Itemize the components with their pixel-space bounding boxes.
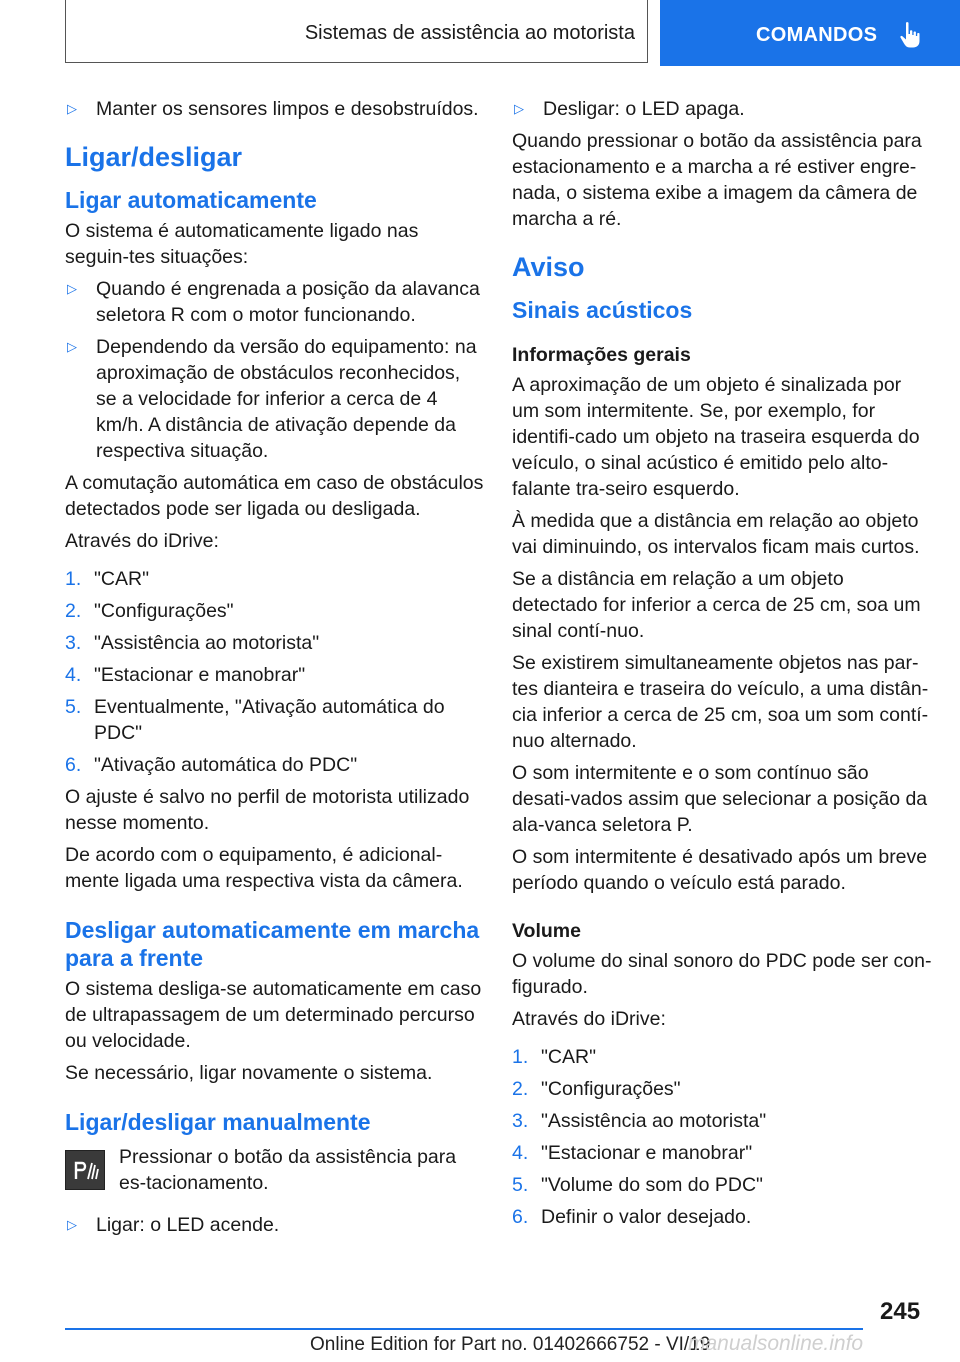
triangle-bullet-icon: ▷: [67, 101, 77, 116]
manual-toggle-row: [65, 1144, 485, 1196]
paragraph: A aproximação de um objeto é sinalizada por um som intermitente. Se, por exemplo, for identifi-cado um objeto na traseira esquerda do veículo, o sinal acústico é emitido pelo alto-falante tra-seiro esquerdo.: [512, 374, 920, 500]
paragraph: A comutação automática em caso de obstáculos detectados pode ser ligada ou desligada.: [65, 472, 484, 520]
hand-pointer-icon: [899, 21, 923, 49]
numbered-step: 3. "Assistência ao motorista": [65, 632, 320, 654]
numbered-step: 4. "Estacionar e manobrar": [512, 1142, 753, 1164]
numbered-step: 3. "Assistência ao motorista": [512, 1110, 767, 1132]
paragraph: Pressionar o botão da assistência para es-tacionamento.: [119, 1146, 457, 1194]
paragraph: De acordo com o equipamento, é adicional-mente ligada uma respectiva vista da câmera.: [65, 844, 463, 892]
numbered-step: 1. "CAR": [65, 568, 150, 590]
numbered-step: 6. Definir o valor desejado.: [512, 1206, 752, 1228]
triangle-bullet-icon: ▷: [514, 101, 524, 116]
footer-edition: Online Edition for Part no. 01402666752 - VI/19: [310, 1334, 711, 1355]
numbered-step: 5. "Volume do som do PDC": [512, 1174, 763, 1196]
numbered-step: 6. "Ativação automática do PDC": [65, 754, 358, 776]
paragraph: Através do iDrive:: [512, 1008, 666, 1030]
paragraph: O sistema desliga-se automaticamente em caso de ultrapassagem de um determinado percurso ou velocidade.: [65, 978, 482, 1052]
subsection-heading: Ligar/desligar manualmente: [65, 1109, 371, 1135]
list-item: ▷ Desligar: o LED apaga.: [514, 98, 745, 120]
page-number: 245: [880, 1298, 921, 1325]
paragraph: Se necessário, ligar novamente o sistema.: [65, 1062, 433, 1084]
subsection-heading: Desligar automaticamente em marcha para a frente: [65, 917, 480, 971]
paragraph: Quando pressionar o botão da assistência para estacionamento e a marcha a ré estiver engre-nada, o sistema exibe a imagem da câmera de marcha a ré.: [512, 130, 922, 230]
section-title: Sistemas de assistência ao motorista: [304, 21, 635, 44]
paragraph: O volume do sinal sonoro do PDC pode ser con-figurado.: [512, 950, 932, 998]
paragraph: Através do iDrive:: [65, 530, 219, 552]
section-heading: Aviso: [512, 252, 585, 282]
numbered-step: 5. Eventualmente, "Ativação automática do PDC": [65, 696, 445, 744]
section-header: [65, 0, 648, 63]
list-item: ▷ Manter os sensores limpos e desobstruídos.: [67, 98, 479, 120]
subsection-heading: Ligar automaticamente: [65, 187, 317, 213]
chapter-label: COMANDOS: [756, 23, 878, 46]
paragraph: Se a distância em relação a um objeto detectado for inferior a cerca de 25 cm, soa um sinal contí-nuo.: [512, 568, 921, 642]
triangle-bullet-icon: ▷: [67, 281, 77, 296]
list-item: ▷ Dependendo da versão do equipamento: na aproximação de obstáculos reconhecidos, se a velocidade for inferior a cerca de 4 km/h. A distância de ativação depende da respectiva situação.: [67, 336, 477, 462]
paragraph: O som intermitente é desativado após um breve período quando o veículo está parado.: [512, 846, 928, 894]
chapter-tab[interactable]: [660, 0, 960, 66]
paragraph: O ajuste é salvo no perfil de motorista utilizado nesse momento.: [65, 786, 470, 834]
minor-heading: Informações gerais: [512, 344, 691, 366]
parking-assistant-button-icon: [65, 1150, 105, 1190]
numbered-step: 4. "Estacionar e manobrar": [65, 664, 306, 686]
footer-divider: [65, 1328, 863, 1330]
list-item: ▷ Ligar: o LED acende.: [67, 1214, 280, 1236]
numbered-step: 2. "Configurações": [512, 1078, 681, 1100]
paragraph: O som intermitente e o som contínuo são desati-vados assim que selecionar a posição da ala-vanca seletora P.: [512, 762, 928, 836]
paragraph: À medida que a distância em relação ao objeto vai diminuindo, os intervalos ficam mais curtos.: [512, 510, 920, 558]
triangle-bullet-icon: ▷: [67, 339, 77, 354]
subsection-heading: Sinais acústicos: [512, 297, 693, 323]
minor-heading: Volume: [512, 920, 581, 942]
paragraph: O sistema é automaticamente ligado nas seguin-tes situações:: [65, 220, 419, 268]
paragraph: Se existirem simultaneamente objetos nas par-tes dianteira e traseira do veículo, a uma distân-cia inferior a cerca de 25 cm, soa um som contí-nuo alternado.: [512, 652, 929, 752]
right-column: [512, 96, 932, 1236]
numbered-step: 1. "CAR": [512, 1046, 597, 1068]
section-heading: Ligar/desligar: [65, 142, 243, 172]
left-column: [65, 96, 485, 1244]
triangle-bullet-icon: ▷: [67, 1217, 77, 1232]
numbered-step: 2. "Configurações": [65, 600, 234, 622]
list-item: ▷ Quando é engrenada a posição da alavanca seletora R com o motor funcionando.: [67, 278, 480, 326]
watermark: manualsonline.info: [688, 1332, 864, 1355]
